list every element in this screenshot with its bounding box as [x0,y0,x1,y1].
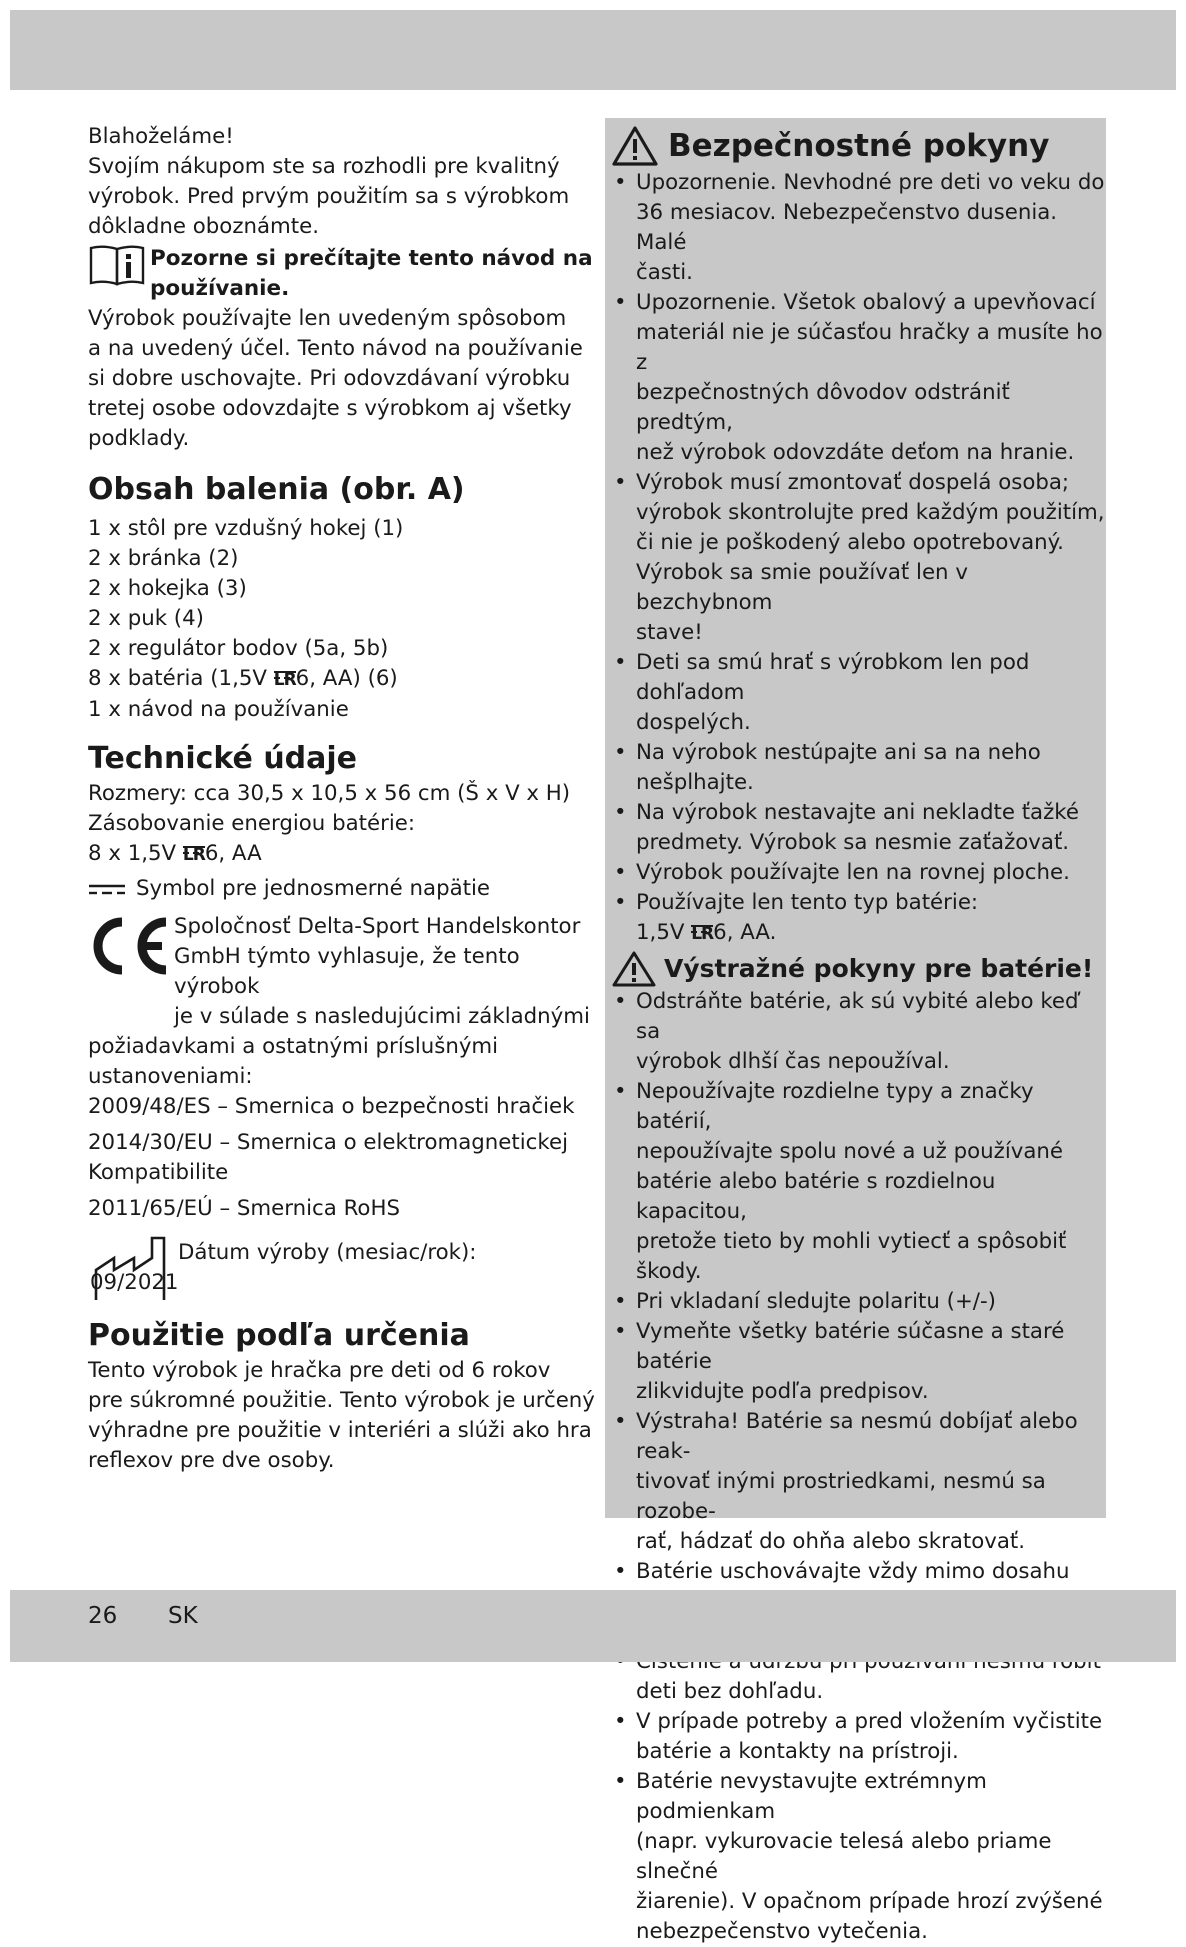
bullet-line: materiál nie je súčasťou hračky a musíte ho z [636,320,1103,375]
notice-text: Pozorne si prečítajte tento návod na používanie. [150,246,593,301]
bullet-line: • Deti sa smú hrať s výrobkom len pod dohľadom [636,650,1030,705]
bullet-line: • Výrobok musí zmontovať dospelá osoba; [636,470,1070,495]
bullet-line: • Vymeňte všetky batérie súčasne a staré batérie [636,1319,1065,1374]
usage-line: podklady. [88,426,190,451]
intended-use-line: Tento výrobok je hračka pre deti od 6 rokov [88,1358,551,1383]
bullet-line: dospelých. [636,710,751,735]
bullet-line: stave! [636,620,703,645]
usage-line: si dobre uschovajte. Pri odovzdávaní výrobku [88,366,571,391]
technical-heading: Technické údaje [88,741,358,776]
battery-text: 6, AA [204,841,262,866]
lr-battery-symbol: LR [274,665,296,695]
bullet-line: tivovať inými prostriedkami, nesmú sa rozobe- [636,1469,1046,1524]
header-bar [10,10,1176,90]
intended-use-line: reflexov pre dve osoby. [88,1448,335,1473]
bullet-line: časti. [636,260,693,285]
battery-text: 8 x 1,5V [88,841,183,866]
intended-use-line: pre súkromné použitie. Tento výrobok je určený [88,1388,595,1413]
contents-item: 2 x puk (4) [88,606,204,631]
bullet-line: predmety. Výrobok sa nesmie zaťažovať. [636,830,1070,855]
bullet-line: nebezpečenstvo vytečenia. [636,1919,928,1944]
bullet-line: • Výrobok používajte len na rovnej ploche. [636,860,1070,885]
bullet-line: (napr. vykurovacie telesá alebo priame slnečné [636,1829,1052,1884]
intro-line: Svojím nákupom ste sa rozhodli pre kvalitný [88,154,560,179]
ce-line: je v súlade s nasledujúcimi základnými [174,1004,590,1029]
bullet-line: batérie alebo batérie s rozdielnou kapacitou, [636,1169,996,1224]
bullet-line: • Používajte len tento typ batérie: [636,890,979,915]
battery-text: 6, AA. [713,920,777,945]
bullet-line: batérie a kontakty na prístroji. [636,1739,959,1764]
bullet-item [612,858,1107,888]
contents-item: 2 x bránka (2) [88,546,239,571]
dc-voltage-icon [88,883,126,895]
bullet-item [612,288,1107,468]
intended-use-line: výhradne pre použitie v interiéri a slúži ako hra [88,1418,592,1443]
power-supply: Zásobovanie energiou batérie: [88,811,416,836]
intro-line: dôkladne oboznámte. [88,214,320,239]
battery-text: 8 x batéria (1,5V [88,666,274,691]
bullet-item [612,468,1107,648]
bullet-line: nešplhajte. [636,770,754,795]
read-manual-notice [88,244,598,304]
bullet-item [612,798,1107,858]
contents-heading: Obsah balenia (obr. A) [88,472,465,507]
bullet-line: či nie je poškodený alebo opotrebovaný. [636,530,1064,555]
bullet-item [612,1407,1107,1557]
battery-text: 1,5V [636,920,692,945]
bullet-line: nepoužívajte spolu nové a už používané [636,1139,1064,1164]
safety-list [612,168,1107,949]
lr-battery-symbol: LR [183,840,205,870]
bullet-item [612,1707,1107,1767]
lr-battery-symbol: LR [691,919,713,949]
ce-line: GmbH týmto vyhlasuje, že tento výrobok [174,944,520,999]
dimensions: Rozmery: cca 30,5 x 10,5 x 56 cm (Š x V x H) [88,781,571,806]
ce-declaration [88,912,598,1092]
intended-use-heading: Použitie podľa určenia [88,1318,470,1353]
bullet-line: • Batérie uschovávajte vždy mimo dosahu [636,1559,1070,1584]
bullet-line: • Nepoužívajte rozdielne typy a značky batérií, [636,1079,1034,1134]
bullet-line: • Pri vkladaní sledujte polaritu (+/-) [636,1289,996,1314]
bullet-line: než výrobok odovzdáte deťom na hranie. [636,440,1075,465]
mfg-date: 09/2021 [90,1270,179,1295]
directive: Kompatibilite [88,1160,229,1185]
bullet-line: výrobok dlhší čas nepoužíval. [636,1049,950,1074]
bullet-item [612,168,1107,288]
intro-line: výrobok. Pred prvým použitím sa s výrobkom [88,184,570,209]
bullet-item [612,1317,1107,1407]
bullet-line: • Batérie nevystavujte extrémnym podmienkam [636,1769,987,1824]
manual-info-icon [88,244,146,286]
bullet-line: • V prípade potreby a pred vložením vyčistite [636,1709,1103,1734]
bullet-item [612,1077,1107,1287]
dc-symbol-text: Symbol pre jednosmerné napätie [136,876,491,901]
bullet-item [612,1287,1107,1317]
usage-line: Výrobok používajte len uvedeným spôsobom [88,306,567,331]
contents-item: 1 x návod na používanie [88,697,349,722]
bullet-item [612,1767,1107,1947]
safety-column [612,124,1107,1947]
ce-line: požiadavkami a ostatnými príslušnými [88,1034,499,1059]
bullet-line: pretože tieto by mohli vytiecť a spôsobiť škody. [636,1229,1067,1284]
bullet-line: zlikvidujte podľa predpisov. [636,1379,929,1404]
ce-line: ustanoveniami: [88,1064,253,1089]
bullet-line: • Na výrobok nestúpajte ani sa na neho [636,740,1041,765]
bullet-line: výrobok skontrolujte pred každým použitím, [636,500,1105,525]
ce-line: Spoločnosť Delta-Sport Handelskontor [174,914,581,939]
contents-item: 1 x stôl pre vzdušný hokej (1) [88,516,404,541]
contents-item: 2 x regulátor bodov (5a, 5b) [88,636,389,661]
greeting: Blahoželáme! [88,124,234,149]
bullet-line: bezpečnostných dôvodov odstrániť predtým, [636,380,1010,435]
usage-line: a na uvedený účel. Tento návod na používanie [88,336,583,361]
warning-triangle-icon [612,951,656,987]
safety-heading [612,124,1107,168]
contents-item: 2 x hokejka (3) [88,576,247,601]
bullet-line: • Upozornenie. Nevhodné pre deti vo veku do [636,170,1105,195]
mfg-label: Dátum výroby (mesiac/rok): [178,1240,477,1265]
battery-warning-list [612,987,1107,1947]
directive: 2014/30/EU – Smernica o elektromagnetickej [88,1130,568,1155]
bullet-line: rať, hádzať do ohňa alebo skratovať. [636,1529,1026,1554]
battery-spec [88,839,598,870]
battery-text: 6, AA) (6) [295,666,398,691]
battery-warning-title: Výstražné pokyny pre batérie! [664,954,1094,983]
bullet-line [636,918,1107,949]
ce-mark-icon [88,916,170,976]
battery-warning-heading [612,951,1107,987]
bullet-line: • deti bez dohľadu. [636,1679,824,1704]
dc-symbol-line [88,874,598,904]
bullet-item [612,738,1107,798]
bullet-line: • Upozornenie. Všetok obalový a upevňovací [636,290,1096,315]
directive: 2011/65/EÚ – Smernica RoHS [88,1196,400,1221]
safety-title: Bezpečnostné pokyny [668,128,1050,164]
bullet-item [612,987,1107,1077]
contents-item-battery [88,664,598,695]
page-number: 26 [88,1603,118,1629]
usage-line: tretej osobe odovzdajte s výrobkom aj všetky [88,396,572,421]
bullet-line: Výrobok sa smie používať len v bezchybnom [636,560,968,615]
bullet-line: • Na výrobok nestavajte ani nekladte ťažké [636,800,1079,825]
bullet-item [612,888,1107,949]
language-code: SK [168,1603,198,1629]
bullet-line: • Odstráňte batérie, ak sú vybité alebo keď sa [636,989,1079,1044]
left-column [88,122,598,1476]
directive: 2009/48/ES – Smernica o bezpečnosti hračiek [88,1094,575,1119]
warning-triangle-icon [612,125,658,167]
bullet-line: • Výstraha! Batérie sa nesmú dobíjať alebo reak- [636,1409,1078,1464]
bullet-line: 36 mesiacov. Nebezpečenstvo dusenia. Malé [636,200,1058,255]
bullet-item [612,648,1107,738]
bullet-line: žiarenie). V opačnom prípade hrozí zvýšené [636,1889,1103,1914]
manufacture-date [88,1230,598,1304]
